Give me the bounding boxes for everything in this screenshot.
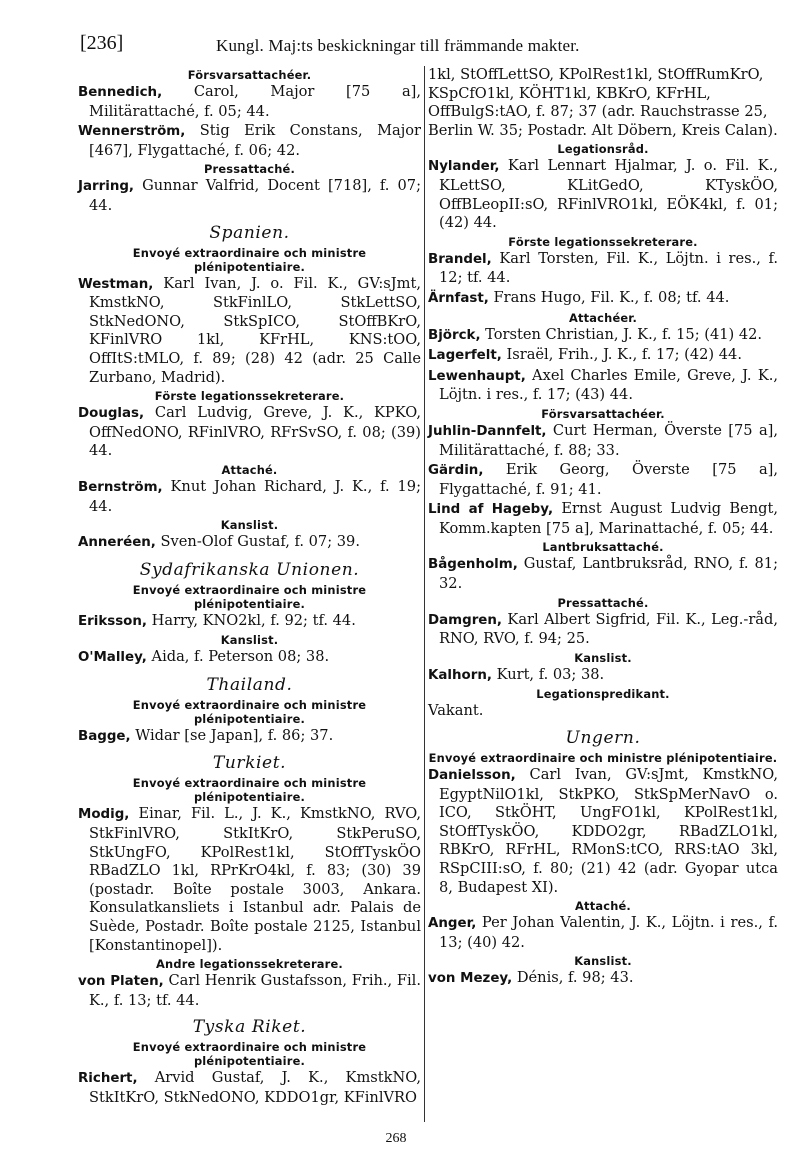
person-entry (428, 611, 778, 649)
section-subheading: Envoyé extraordinaire och ministre plénipotentiaire. (132, 1040, 367, 1069)
person-name: von Mezey, (428, 971, 513, 987)
person-details: Arvid Gustaf, J. K., KmstkNO, StkItKrO, StkNedONO, KDDO1gr, KFinlVRO (89, 1069, 421, 1106)
person-entry (428, 461, 778, 499)
person-details: Gustaf, Lantbruksråd, RNO, f. 81; 32. (439, 555, 778, 593)
person-details: Karl Lennart Hjalmar, J. o. Fil. K., KLettSO, KLitGedO, KTyskÖO, OffBLeopII:sO, RFinlVRO1kl, EÖK4kl, f. 01; (42) 44. (439, 157, 778, 232)
person-entry (78, 805, 421, 955)
right-column (428, 66, 778, 990)
person-details: Erik Georg, Överste [75 a], Flygattaché, f. 91; 41. (439, 461, 778, 498)
person-entry (428, 326, 778, 346)
person-details: Dénis, f. 98; 43. (512, 969, 634, 987)
person-name: Bernström, (78, 479, 163, 495)
country-heading: Tyska Riket. (192, 1017, 307, 1038)
person-entry (428, 250, 778, 288)
country-heading: Spanien. (209, 222, 290, 243)
person-details: Axel Charles Emile, Greve, J. K., Löjtn. i res., f. 17; (43) 44. (439, 366, 778, 404)
person-name: Bågenholm, (428, 557, 518, 573)
person-entry (78, 1069, 421, 1107)
person-name: Eriksson, (78, 613, 148, 629)
person-details: Frans Hugo, Fil. K., f. 08; tf. 44. (488, 288, 730, 306)
person-name: Anneréen, (78, 535, 156, 551)
person-name: Lind af Hageby, (428, 502, 554, 518)
person-entry (78, 83, 421, 121)
person-entry (428, 555, 778, 593)
person-name: Richert, (78, 1071, 138, 1087)
person-name: Nylander, (428, 159, 500, 175)
person-details: Sven-Olof Gustaf, f. 07; 39. (155, 533, 360, 551)
continued-text: 1kl, StOffLettSO, KPolRest1kl, StOffRumKrO, KSpCfO1kl, KÖHT1kl, KBKrO, KFrHL, OffBulgS:tAO, f. 87; 37 (adr. Rauchstrasse 25, Berlin W. 35; Postadr. Alt Döbern, Kreis Calan). (428, 66, 778, 139)
person-name: Brandel, (428, 251, 492, 267)
header-page-number: [236] (80, 32, 124, 54)
person-name: Jarring, (78, 179, 135, 195)
section-subheading: Attaché. (221, 462, 278, 477)
page-header (80, 34, 780, 64)
section-subheading: Försvarsattachéer. (541, 406, 665, 421)
person-details: Knut Johan Richard, J. K., f. 19; 44. (89, 477, 421, 515)
person-details: Curt Herman, Överste [75 a], Militärattaché, f. 88; 33. (439, 421, 778, 459)
person-name: Ärnfast, (428, 290, 489, 306)
person-details: Carl Ludvig, Greve, J. K., KPKO, OffNedONO, RFinlVRO, RFrSvSO, f. 08; (39) 44. (89, 404, 421, 460)
person-entry (78, 972, 421, 1010)
person-name: von Platen, (78, 974, 164, 990)
person-name: Westman, (78, 276, 154, 292)
person-entry (428, 766, 778, 897)
person-entry (78, 275, 421, 388)
person-name: O'Malley, (78, 650, 147, 666)
person-entry (78, 533, 421, 553)
section-subheading: Attachéer. (568, 310, 638, 325)
section-subheading: Andre legationssekreterare. (156, 957, 343, 972)
person-name: Lagerfelt, (428, 348, 502, 364)
section-subheading: Förste legationssekreterare. (508, 234, 698, 249)
section-subheading: Kanslist. (574, 650, 632, 665)
country-heading: Turkiet. (212, 753, 287, 774)
person-details: Carl Ivan, GV:sJmt, KmstkNO, EgyptNilO1kl, StkPKO, StkSpMerNavO o. ICO, StkÖHT, UngFO1kl, KPolRest1kl, StOffTyskÖO, KDDO2gr, RBadZLO1kl, RBKrO, RFrHL, RMonS:tCO, RRS:tAO 3kl, RSpCIII:sO, f. 80; (21) 42 (adr. Gyopar utca 8, Budapest XI). (439, 766, 778, 896)
section-subheading: Legationsråd. (557, 142, 649, 157)
person-details: Israël, Frih., J. K., f. 17; (42) 44. (501, 346, 742, 364)
person-details: Karl Torsten, Fil. K., Löjtn. i res., f. 12; tf. 44. (439, 249, 778, 287)
person-entry (428, 500, 778, 538)
person-name: Douglas, (78, 406, 145, 422)
person-name: Bagge, (78, 728, 131, 744)
country-heading: Ungern. (565, 728, 641, 749)
person-entry (78, 727, 421, 747)
column-divider (424, 66, 425, 1122)
person-name: Lewenhaupt, (428, 368, 526, 384)
person-name: Gärdin, (428, 463, 484, 479)
section-subheading: Kanslist. (220, 633, 279, 648)
person-details: Widar [se Japan], f. 86; 37. (130, 726, 334, 744)
person-details: Harry, KNO2kl, f. 92; tf. 44. (147, 611, 356, 629)
person-entry (428, 914, 778, 952)
person-name: Wennerström, (78, 124, 186, 140)
person-details: Karl Albert Sigfrid, Fil. K., Leg.-råd, RNO, RVO, f. 94; 25. (439, 610, 778, 648)
section-subheading: Legationspredikant. (536, 687, 670, 702)
person-entry (78, 648, 421, 668)
person-details: Carl Henrik Gustafsson, Frih., Fil. K., f. 13; tf. 44. (89, 972, 421, 1009)
person-entry (428, 289, 778, 309)
person-entry (428, 157, 778, 232)
running-title: Kungl. Maj:ts beskickningar till främmande makter. (216, 36, 580, 55)
person-entry (78, 122, 421, 160)
section-subheading: Försvarsattachéer. (187, 68, 312, 82)
person-name: Modig, (78, 807, 130, 823)
person-entry (428, 367, 778, 405)
person-details: Torsten Christian, J. K., f. 15; (41) 42. (480, 325, 763, 343)
section-subheading: Kanslist. (574, 954, 632, 969)
person-name: Björck, (428, 327, 481, 343)
continued-text: Vakant. (428, 702, 484, 720)
person-entry (428, 969, 778, 989)
person-details: Gunnar Valfrid, Docent [718], f. 07; 44. (89, 177, 421, 214)
left-column (78, 66, 421, 1109)
person-details: Stig Erik Constans, Major [467], Flygattaché, f. 06; 42. (89, 122, 421, 159)
person-details: Carol, Major [75 a], Militärattaché, f. 05; 44. (89, 83, 421, 120)
section-subheading: Pressattaché. (557, 595, 649, 610)
person-entry (78, 404, 421, 461)
section-subheading: Kanslist. (220, 518, 279, 533)
person-entry (78, 177, 421, 215)
section-subheading: Attaché. (575, 899, 631, 914)
section-subheading: Envoyé extraordinaire och ministre plénipotentiaire. (132, 245, 367, 274)
footer-page-number: 268 (385, 1131, 407, 1146)
section-subheading: Envoyé extraordinaire och ministre plénipotentiaire. (428, 751, 778, 766)
country-heading: Thailand. (206, 674, 293, 695)
person-name: Danielsson, (428, 768, 516, 784)
person-entry (428, 346, 778, 366)
person-entry (428, 422, 778, 460)
person-entry (78, 612, 421, 632)
person-entry (78, 478, 421, 516)
section-subheading: Envoyé extraordinaire och ministre plénipotentiaire. (132, 582, 367, 611)
section-subheading: Envoyé extraordinaire och ministre plénipotentiaire. (132, 776, 367, 805)
country-heading: Sydafrikanska Unionen. (139, 559, 360, 580)
person-name: Damgren, (428, 612, 502, 628)
person-name: Bennedich, (78, 85, 163, 100)
section-subheading: Pressattaché. (203, 162, 296, 177)
person-name: Kalhorn, (428, 667, 492, 683)
person-entry (428, 666, 778, 686)
person-details: Per Johan Valentin, J. K., Löjtn. i res., f. 13; (40) 42. (439, 914, 778, 951)
section-subheading: Envoyé extraordinaire och ministre plénipotentiaire. (132, 697, 367, 726)
person-details: Kurt, f. 03; 38. (491, 665, 605, 683)
section-subheading: Lantbruksattaché. (542, 540, 664, 555)
person-details: Aida, f. Peterson 08; 38. (146, 648, 330, 666)
person-details: Einar, Fil. L., J. K., KmstkNO, RVO, StkFinlVRO, StkItKrO, StkPeruSO, StkUngFO, KPolRest1kl, StOffTyskÖO RBadZLO 1kl, RPrKrO4kl, f. 83; (30) 39 (postadr. Boîte postale 3003, Ankara. Konsulatkansliets i Istanbul adr. Palais de Suède, Postadr. Boîte postale 2125, Istanbul [Konstantinopel]). (89, 805, 421, 954)
section-subheading: Förste legationssekreterare. (154, 389, 345, 404)
person-name: Anger, (428, 916, 477, 932)
person-name: Juhlin-Dannfelt, (428, 423, 547, 439)
person-details: Karl Ivan, J. o. Fil. K., GV:sJmt, KmstkNO, StkFinlLO, StkLettSO, StkNedONO, StkSpICO, StOffBKrO, KFinlVRO 1kl, KFrHL, KNS:tOO, OffItS:tMLO, f. 89; (28) 42 (adr. 25 Calle Zurbano, Madrid). (89, 274, 421, 386)
person-details: Ernst August Ludvig Bengt, Komm.kapten [75 a], Marinattaché, f. 05; 44. (439, 500, 778, 537)
